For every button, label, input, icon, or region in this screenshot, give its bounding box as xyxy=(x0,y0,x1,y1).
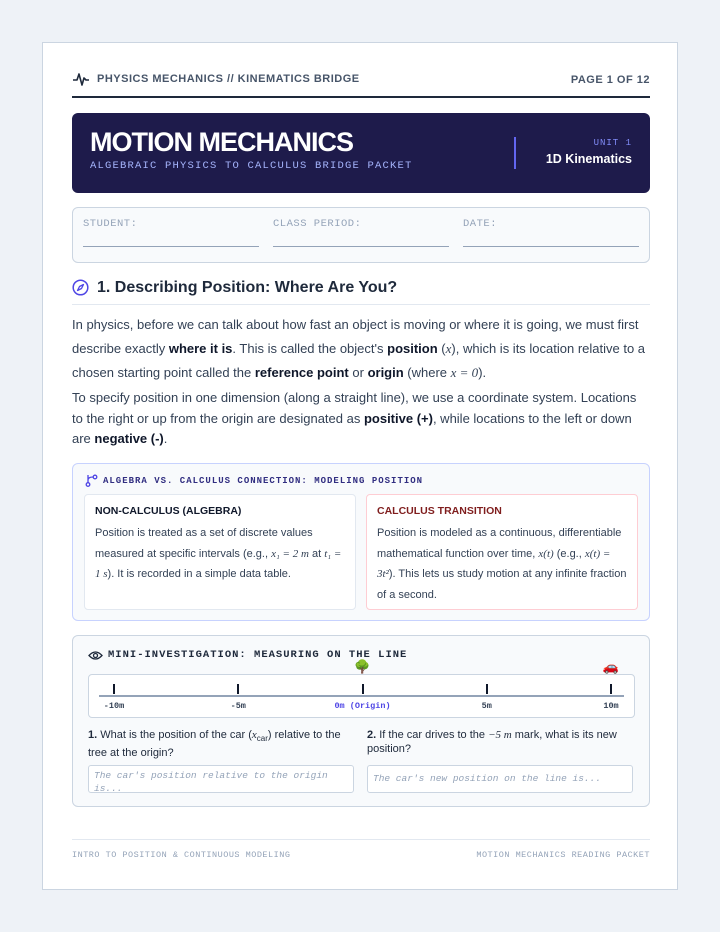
emphasis: negative (-) xyxy=(94,431,164,446)
coordinate-paragraph xyxy=(72,388,650,450)
section-title-text: 1. Describing Position: Where Are You? xyxy=(97,278,398,296)
connection-heading-text: ALGEBRA VS. CALCULUS CONNECTION: MODELING POSITION xyxy=(103,475,424,486)
section-heading xyxy=(72,277,650,305)
text: . This is called the object's xyxy=(232,341,388,356)
question-number: 2. xyxy=(367,729,377,741)
connection-box xyxy=(72,463,650,621)
algebra-column xyxy=(84,494,356,610)
packet-title: MOTION MECHANICS xyxy=(90,127,353,157)
answer-1-input[interactable]: The car's position relative to the origin is... xyxy=(88,765,354,793)
math-symbol: t₁ = 1 s xyxy=(95,547,342,580)
car-icon: 🚗 xyxy=(602,659,620,674)
math-symbol: −5 m xyxy=(488,729,512,741)
number-line-tick xyxy=(237,684,239,694)
page-footer xyxy=(72,839,650,860)
class-period-line[interactable] xyxy=(273,246,449,247)
answer-2-input[interactable]: The car's new position on the line is... xyxy=(367,765,633,793)
eye-icon xyxy=(88,650,103,661)
text: ( xyxy=(437,341,446,356)
header-left xyxy=(72,72,360,86)
tick-label: -10m xyxy=(103,701,125,711)
tick-label: 10m xyxy=(603,701,619,711)
emphasis: positive (+) xyxy=(363,410,433,426)
math-symbol: x(t) xyxy=(538,547,554,560)
emphasis: where it is xyxy=(168,341,233,356)
math-symbol: x xyxy=(445,341,452,356)
text: What is the position of the car ( xyxy=(97,729,252,741)
text: at xyxy=(308,547,325,560)
text: mark, what is its new position? xyxy=(367,729,617,755)
footer-right: MOTION MECHANICS READING PACKET xyxy=(476,850,650,860)
text: In physics, before we can talk about how fast an object is moving or where it is going, we must first describe exactly xyxy=(72,317,639,356)
investigation-heading-text: MINI-INVESTIGATION: MEASURING ON THE LINE xyxy=(108,649,408,661)
text: If the car drives to the xyxy=(376,729,489,741)
text: ), which is its location relative to a chosen starting point called the xyxy=(72,341,646,380)
number-line-tick xyxy=(486,684,488,694)
emphasis: origin xyxy=(367,365,404,380)
tick-label: -5m xyxy=(230,701,246,711)
class-period-label: CLASS PERIOD: xyxy=(273,218,362,230)
number-line xyxy=(88,659,635,718)
date-line[interactable] xyxy=(463,246,639,247)
question-1 xyxy=(88,728,354,760)
math-symbol: x xyxy=(251,729,257,741)
calculus-column xyxy=(366,494,638,610)
text: ). It is recorded in a simple data table. xyxy=(107,568,291,580)
emphasis: reference point xyxy=(254,365,349,380)
text: or xyxy=(348,365,368,380)
header-title: PHYSICS MECHANICS // KINEMATICS BRIDGE xyxy=(97,73,360,85)
footer-left: INTRO TO POSITION & CONTINUOUS MODELING xyxy=(72,850,291,860)
packet-subtitle: ALGEBRAIC PHYSICS TO CALCULUS BRIDGE PACKET xyxy=(90,160,413,172)
emphasis: position xyxy=(387,341,438,356)
number-line-tick xyxy=(362,684,364,694)
date-label: DATE: xyxy=(463,218,498,230)
number-line-tick xyxy=(113,684,115,694)
text: To specify position in one dimension (along a straight line), we use a coordinate system. Locations to the right or up from the origin are designated as xyxy=(72,390,637,426)
student-name-line[interactable] xyxy=(83,246,259,247)
math-subscript: car xyxy=(256,734,268,744)
text: (e.g., xyxy=(553,547,585,560)
algebra-title: NON-CALCULUS (ALGEBRA) xyxy=(95,505,242,517)
worksheet-page xyxy=(42,42,678,890)
class-period-field[interactable] xyxy=(273,218,449,247)
student-info-box xyxy=(72,207,650,263)
compass-icon xyxy=(72,279,89,296)
page-header xyxy=(72,72,650,98)
title-banner xyxy=(72,113,650,193)
unit-number: UNIT 1 xyxy=(593,138,632,148)
text: (where xyxy=(403,365,451,380)
student-name-field[interactable] xyxy=(83,218,259,247)
unit-badge xyxy=(514,137,632,169)
calculus-title: CALCULUS TRANSITION xyxy=(377,505,502,517)
number-line-tick xyxy=(610,684,612,694)
math-symbol: x₁ = 2 m xyxy=(271,547,309,560)
text: . xyxy=(163,431,168,446)
page-number: PAGE 1 OF 12 xyxy=(570,74,650,86)
text: , while locations to the left or down are xyxy=(72,410,632,446)
intro-paragraph xyxy=(72,313,650,385)
tree-icon: 🌳 xyxy=(354,659,371,674)
text: ) relative to the tree at the origin? xyxy=(88,729,341,760)
algebra-text xyxy=(95,523,345,585)
unit-name: 1D Kinematics xyxy=(545,152,632,166)
date-field[interactable] xyxy=(463,218,639,247)
calculus-text xyxy=(377,523,627,605)
tick-label: 5m xyxy=(481,701,492,711)
text: Position is treated as a set of discrete values measured at specific intervals (e.g., xyxy=(95,527,313,560)
branch-icon xyxy=(85,474,98,487)
text: ). xyxy=(478,365,487,380)
investigation-box xyxy=(72,635,650,807)
math-symbol: x = 0 xyxy=(450,365,479,380)
question-number: 1. xyxy=(88,729,98,741)
question-2 xyxy=(367,728,633,756)
math-symbol: x(t) = 3t² xyxy=(377,547,611,580)
text: ). This lets us study motion at any infinite fraction of a second. xyxy=(377,568,627,601)
student-label: STUDENT: xyxy=(83,218,138,230)
tick-label: 0m (Origin) xyxy=(334,701,391,711)
text: Position is modeled as a continuous, differentiable mathematical function over time, xyxy=(377,527,622,560)
number-line-axis xyxy=(99,695,624,697)
pulse-icon xyxy=(72,72,90,86)
connection-heading xyxy=(85,474,423,487)
